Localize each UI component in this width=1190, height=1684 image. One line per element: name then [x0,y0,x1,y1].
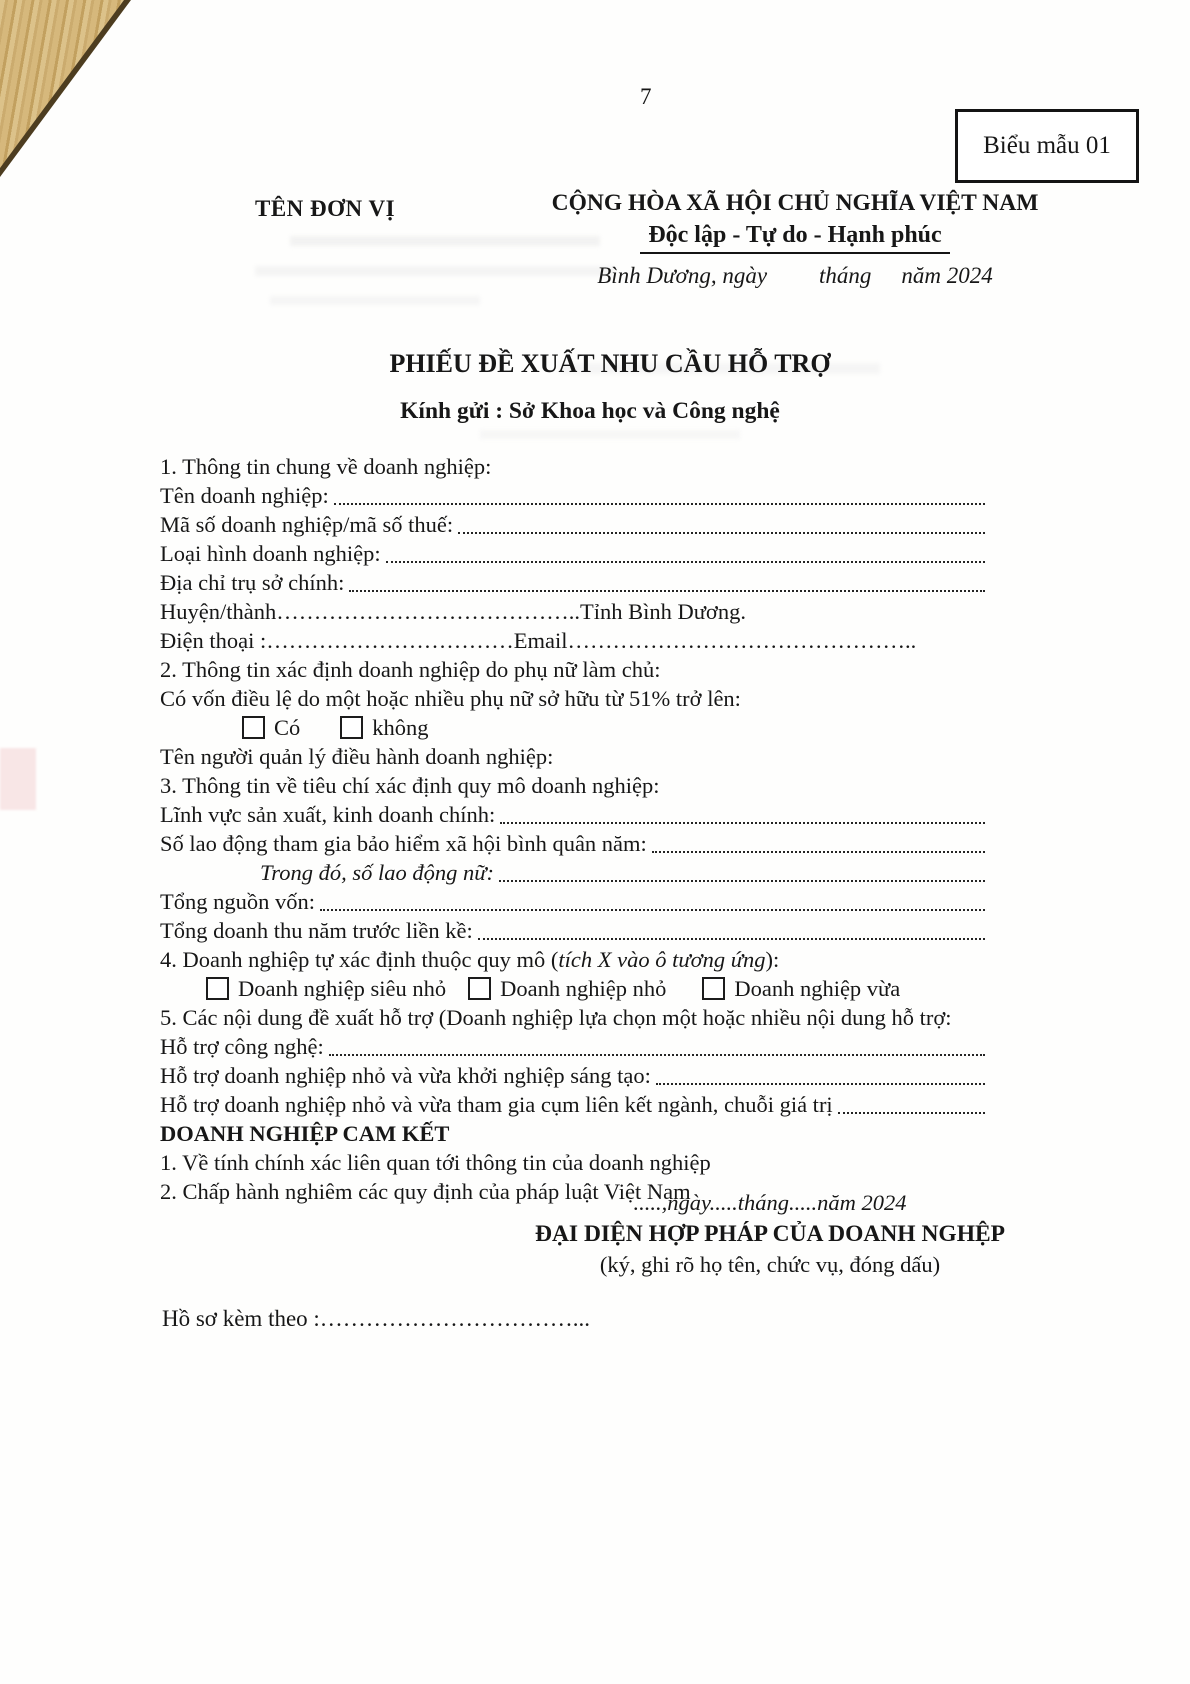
female-employees-label: Trong đó, số lao động nữ: [260,860,494,885]
revenue-row [160,916,986,945]
phone-email-row [160,626,986,655]
company-type-row [160,539,986,568]
revenue-label: Tổng doanh thu năm trước liền kề: [160,918,473,943]
section5-heading [160,1003,986,1032]
option-micro-label: Doanh nghiệp siêu nhỏ [238,976,447,1001]
employees-field[interactable] [647,829,986,858]
unit-name-heading: TÊN ĐƠN VỊ [255,196,396,221]
signature-representative-title: ĐẠI DIỆN HỢP PHÁP CỦA DOANH NGHỆP [534,1221,1006,1247]
business-field-field[interactable] [495,800,986,829]
section4-heading-italic: tích X vào ô tương ứng [558,947,766,972]
form-number-badge [955,109,1139,183]
manager-label: Tên người quản lý điều hành doanh nghiệp: [160,744,554,769]
district-label: Huyện/thành [160,599,277,624]
tax-code-label: Mã số doanh nghiệp/mã số thuế: [160,512,454,537]
signature-note: (ký, ghi rõ họ tên, chức vụ, đóng dấu) [599,1252,941,1277]
checkbox-medium-icon[interactable] [702,977,725,1000]
section3-heading [160,771,986,800]
address-label: Địa chỉ trụ sở chính: [160,570,345,595]
section4-heading [160,945,986,974]
tax-code-field[interactable] [453,510,986,539]
commitment-heading-text: DOANH NGHIỆP CAM KẾT [160,1121,450,1146]
district-field[interactable]: ………………………………….. [276,599,580,624]
page-number: 7 [640,84,652,109]
national-header [545,190,1045,289]
section4-heading-pre: 4. Doanh nghiệp tự xác định thuộc quy mô ( [160,947,559,972]
section1-heading [160,452,986,481]
female-employees-field[interactable] [494,858,986,887]
province-text: Tỉnh Bình Dương. [579,599,746,624]
checkbox-no-label: không [372,715,429,740]
pink-scan-smear [0,748,36,810]
national-motto: Độc lập - Tự do - Hạnh phúc [640,222,949,254]
bleedthrough-smudge [270,296,480,305]
company-type-label: Loại hình doanh nghiệp: [160,541,381,566]
women-capital-text: Có vốn điều lệ do một hoặc nhiều phụ nữ sở hữu từ 51% trở lên: [160,686,741,711]
section3-heading-text: 3. Thông tin về tiêu chí xác định quy mô doanh nghiệp: [160,773,660,798]
commitment-item2-text: 2. Chấp hành nghiêm các quy định của pháp luật Việt Nam [160,1179,691,1204]
option-small-label: Doanh nghiệp nhỏ [500,976,667,1001]
form-number-label: Biểu mẫu 01 [983,132,1111,159]
signature-block [480,1190,1060,1278]
female-employees-row [160,858,986,887]
section2-heading [160,655,986,684]
bleedthrough-smudge [480,430,740,439]
email-field[interactable]: ……………………………………….. [567,628,917,653]
revenue-field[interactable] [473,916,986,945]
section1-heading-text: 1. Thông tin chung về doanh nghiệp: [160,454,492,479]
checkbox-small-icon[interactable] [468,977,491,1000]
section4-heading-post: ): [765,947,780,972]
section2-heading-text: 2. Thông tin xác định doanh nghiệp do phụ nữ làm chủ: [160,657,661,682]
employees-row [160,829,986,858]
form-title: PHIẾU ĐỀ XUẤT NHU CẦU HỖ TRỢ [389,349,831,378]
checkbox-no-icon[interactable] [340,716,363,739]
email-label: Email [513,628,568,653]
company-name-field[interactable] [329,481,986,510]
employees-label: Số lao động tham gia bảo hiểm xã hội bình quân năm: [160,831,647,856]
month-word: tháng [819,263,872,288]
place-text: Bình Dương, ngày [597,263,768,288]
tax-code-row [160,510,986,539]
total-capital-row [160,887,986,916]
cluster-support-field[interactable] [833,1090,986,1119]
address-row [160,568,986,597]
startup-support-field[interactable] [651,1061,986,1090]
attachments-line: Hồ sơ kèm theo :……………………………... [162,1306,591,1331]
manager-row [160,742,986,771]
company-name-label: Tên doanh nghiệp: [160,483,329,508]
recipient-line: Kính gửi : Sở Khoa học và Công nghệ [400,398,780,424]
business-field-label: Lĩnh vực sản xuất, kinh doanh chính: [160,802,496,827]
startup-support-row [160,1061,986,1090]
year-word: năm 2024 [901,263,993,288]
business-field-row [160,800,986,829]
checkbox-yes-icon[interactable] [242,716,265,739]
commitment-item-1 [160,1148,986,1177]
place-date-line [545,263,1045,289]
district-row [160,597,986,626]
women-capital-row [160,684,986,713]
checkbox-yes-label: Có [274,715,301,740]
signature-date-line: .....,ngày.....tháng.....năm 2024 [633,1190,907,1215]
tech-support-row [160,1032,986,1061]
address-field[interactable] [344,568,986,597]
company-type-field[interactable] [381,539,986,568]
women-owned-options-row [160,713,986,742]
tech-support-label: Hỗ trợ công nghệ: [160,1034,324,1059]
total-capital-label: Tổng nguồn vốn: [160,889,315,914]
tech-support-field[interactable] [324,1032,986,1061]
phone-field[interactable]: …………………………… [266,628,514,653]
section5-heading-text: 5. Các nội dung đề xuất hỗ trợ (Doanh nghiệp lựa chọn một hoặc nhiều nội dung hỗ trợ: [160,1005,952,1030]
cluster-support-label: Hỗ trợ doanh nghiệp nhỏ và vừa tham gia cụm liên kết ngành, chuỗi giá trị [160,1092,833,1117]
cluster-support-row [160,1090,986,1119]
checkbox-micro-icon[interactable] [206,977,229,1000]
national-title: CỘNG HÒA XÃ HỘI CHỦ NGHĨA VIỆT NAM [551,190,1039,216]
size-options-row [160,974,986,1003]
commitment-item1-text: 1. Về tính chính xác liên quan tới thông tin của doanh nghiệp [160,1150,711,1175]
commitment-heading [160,1119,986,1148]
startup-support-label: Hỗ trợ doanh nghiệp nhỏ và vừa khởi nghiệp sáng tạo: [160,1063,651,1088]
company-name-row [160,481,986,510]
form-body [160,452,986,1206]
phone-label: Điện thoại : [160,628,267,653]
total-capital-field[interactable] [315,887,986,916]
option-medium-label: Doanh nghiệp vừa [734,976,901,1001]
